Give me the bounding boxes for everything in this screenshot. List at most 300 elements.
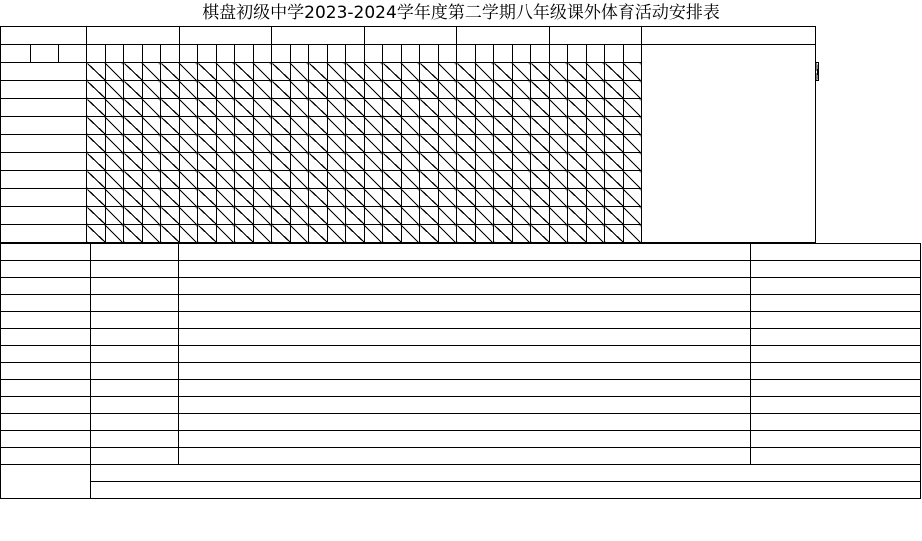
schedule-cell bbox=[235, 63, 254, 81]
schedule-cell bbox=[327, 225, 346, 243]
schedule-cell bbox=[105, 225, 124, 243]
schedule-cell bbox=[253, 207, 272, 225]
schedule-cell bbox=[327, 63, 346, 81]
schedule-cell bbox=[420, 189, 439, 207]
day-number bbox=[105, 45, 124, 63]
day-number bbox=[216, 45, 235, 63]
schedule-cell bbox=[309, 171, 328, 189]
schedule-cell bbox=[457, 189, 476, 207]
schedule-cell bbox=[531, 207, 550, 225]
schedule-cell bbox=[290, 225, 309, 243]
week-group bbox=[272, 27, 365, 45]
schedule-cell bbox=[161, 63, 180, 81]
schedule-cell bbox=[142, 99, 161, 117]
activity-row bbox=[1, 431, 921, 448]
schedule-cell bbox=[179, 99, 198, 117]
activity-task bbox=[179, 397, 751, 414]
activity-row bbox=[1, 380, 921, 397]
activity-location bbox=[91, 295, 179, 312]
schedule-cell bbox=[161, 153, 180, 171]
schedule-cell bbox=[457, 63, 476, 81]
day-number bbox=[253, 45, 272, 63]
activity-task bbox=[179, 346, 751, 363]
schedule-cell bbox=[531, 81, 550, 99]
activity-equipment bbox=[751, 414, 921, 431]
schedule-cell bbox=[605, 99, 624, 117]
schedule-cell bbox=[531, 99, 550, 117]
explanation-row bbox=[1, 482, 921, 499]
schedule-cell bbox=[438, 81, 457, 99]
activity-row bbox=[1, 346, 921, 363]
schedule-cell bbox=[438, 189, 457, 207]
schedule-cell bbox=[438, 117, 457, 135]
schedule-cell bbox=[87, 135, 106, 153]
schedule-cell bbox=[475, 81, 494, 99]
schedule-cell bbox=[216, 81, 235, 99]
day-number bbox=[457, 45, 476, 63]
day-number bbox=[179, 45, 198, 63]
schedule-cell bbox=[309, 225, 328, 243]
schedule-cell bbox=[142, 225, 161, 243]
activity-location bbox=[91, 278, 179, 295]
activity-code bbox=[1, 397, 91, 414]
schedule-cell bbox=[383, 81, 402, 99]
schedule-cell bbox=[512, 99, 531, 117]
schedule-cell bbox=[216, 171, 235, 189]
schedule-cell bbox=[401, 189, 420, 207]
schedule-cell bbox=[161, 171, 180, 189]
day-number bbox=[475, 45, 494, 63]
schedule-cell bbox=[198, 189, 217, 207]
activity-code bbox=[1, 295, 91, 312]
class-name bbox=[1, 171, 87, 189]
activity-code bbox=[1, 414, 91, 431]
schedule-cell bbox=[605, 189, 624, 207]
schedule-cell bbox=[568, 207, 587, 225]
schedule-cell bbox=[549, 81, 568, 99]
week-group bbox=[364, 27, 457, 45]
schedule-cell bbox=[272, 63, 291, 81]
schedule-cell bbox=[401, 81, 420, 99]
schedule-cell bbox=[253, 153, 272, 171]
schedule-cell bbox=[253, 225, 272, 243]
schedule-cell bbox=[179, 189, 198, 207]
schedule-cell bbox=[216, 153, 235, 171]
schedule-cell bbox=[475, 171, 494, 189]
schedule-cell bbox=[179, 225, 198, 243]
schedule-cell bbox=[179, 171, 198, 189]
activity-location bbox=[91, 448, 179, 465]
schedule-cell bbox=[568, 99, 587, 117]
schedule-cell bbox=[457, 99, 476, 117]
activity-task bbox=[179, 380, 751, 397]
schedule-cell bbox=[290, 99, 309, 117]
day-number bbox=[623, 45, 642, 63]
schedule-cell bbox=[309, 135, 328, 153]
activity-row bbox=[1, 295, 921, 312]
schedule-cell bbox=[475, 63, 494, 81]
schedule-cell bbox=[216, 63, 235, 81]
schedule-cell bbox=[568, 135, 587, 153]
schedule-cell bbox=[531, 189, 550, 207]
week-group bbox=[549, 27, 642, 45]
schedule-cell bbox=[346, 171, 365, 189]
day-number bbox=[401, 45, 420, 63]
schedule-cell bbox=[512, 135, 531, 153]
schedule-cell bbox=[623, 63, 642, 81]
activity-content-header bbox=[642, 27, 816, 45]
day-number bbox=[364, 45, 383, 63]
schedule-cell bbox=[438, 153, 457, 171]
schedule-cell bbox=[531, 171, 550, 189]
schedule-cell bbox=[124, 225, 143, 243]
schedule-cell bbox=[253, 63, 272, 81]
schedule-cell bbox=[401, 99, 420, 117]
schedule-cell bbox=[623, 225, 642, 243]
day-number bbox=[290, 45, 309, 63]
schedule-cell bbox=[272, 117, 291, 135]
schedule-table bbox=[0, 26, 819, 243]
schedule-cell bbox=[327, 135, 346, 153]
schedule-cell bbox=[605, 207, 624, 225]
schedule-cell bbox=[549, 99, 568, 117]
schedule-cell bbox=[457, 117, 476, 135]
schedule-cell bbox=[235, 153, 254, 171]
schedule-cell bbox=[346, 81, 365, 99]
activity-equipment bbox=[751, 261, 921, 278]
schedule-cell bbox=[457, 225, 476, 243]
week-group bbox=[87, 27, 180, 45]
activity-location bbox=[91, 363, 179, 380]
activity-equipment bbox=[751, 346, 921, 363]
class-name bbox=[1, 63, 87, 81]
schedule-cell bbox=[494, 99, 513, 117]
schedule-cell bbox=[586, 99, 605, 117]
schedule-cell bbox=[438, 99, 457, 117]
schedule-cell bbox=[161, 135, 180, 153]
schedule-cell bbox=[235, 117, 254, 135]
schedule-cell bbox=[179, 63, 198, 81]
activity-task bbox=[179, 431, 751, 448]
schedule-cell bbox=[216, 225, 235, 243]
activity-equipment bbox=[751, 329, 921, 346]
schedule-cell bbox=[549, 153, 568, 171]
schedule-cell bbox=[253, 117, 272, 135]
schedule-cell bbox=[290, 207, 309, 225]
activity-notes bbox=[642, 45, 816, 243]
day-number bbox=[512, 45, 531, 63]
schedule-cell bbox=[179, 135, 198, 153]
schedule-cell bbox=[179, 153, 198, 171]
schedule-cell bbox=[198, 135, 217, 153]
activity-equipment bbox=[751, 312, 921, 329]
schedule-cell bbox=[142, 81, 161, 99]
activity-location bbox=[91, 312, 179, 329]
schedule-cell bbox=[549, 225, 568, 243]
schedule-cell bbox=[512, 189, 531, 207]
schedule-cell bbox=[420, 225, 439, 243]
schedule-cell bbox=[494, 63, 513, 81]
schedule-cell bbox=[198, 153, 217, 171]
schedule-cell bbox=[512, 225, 531, 243]
schedule-cell bbox=[383, 135, 402, 153]
schedule-cell bbox=[816, 63, 819, 81]
schedule-cell bbox=[161, 117, 180, 135]
schedule-cell bbox=[124, 99, 143, 117]
explanation-line bbox=[91, 465, 921, 482]
schedule-cell bbox=[290, 171, 309, 189]
schedule-cell bbox=[457, 207, 476, 225]
activity-row bbox=[1, 414, 921, 431]
schedule-cell bbox=[272, 81, 291, 99]
day-number bbox=[272, 45, 291, 63]
schedule-cell bbox=[327, 189, 346, 207]
class-name bbox=[1, 81, 87, 99]
schedule-cell bbox=[401, 225, 420, 243]
schedule-cell bbox=[179, 207, 198, 225]
schedule-cell bbox=[531, 135, 550, 153]
schedule-cell bbox=[457, 171, 476, 189]
schedule-cell bbox=[512, 81, 531, 99]
activity-equipment bbox=[751, 448, 921, 465]
schedule-cell bbox=[124, 153, 143, 171]
schedule-cell bbox=[457, 81, 476, 99]
schedule-cell bbox=[438, 171, 457, 189]
schedule-cell bbox=[586, 171, 605, 189]
schedule-cell bbox=[87, 171, 106, 189]
schedule-cell bbox=[87, 81, 106, 99]
week-group bbox=[457, 27, 550, 45]
activity-location bbox=[91, 261, 179, 278]
activity-code bbox=[1, 363, 91, 380]
schedule-cell bbox=[531, 63, 550, 81]
day-number bbox=[198, 45, 217, 63]
schedule-cell bbox=[475, 135, 494, 153]
schedule-cell bbox=[549, 207, 568, 225]
schedule-cell bbox=[494, 153, 513, 171]
schedule-cell bbox=[364, 189, 383, 207]
schedule-cell bbox=[179, 117, 198, 135]
day-number bbox=[309, 45, 328, 63]
schedule-cell bbox=[198, 171, 217, 189]
schedule-cell bbox=[586, 63, 605, 81]
schedule-cell bbox=[475, 99, 494, 117]
schedule-cell bbox=[494, 81, 513, 99]
schedule-cell bbox=[364, 225, 383, 243]
schedule-cell bbox=[198, 99, 217, 117]
schedule-cell bbox=[549, 171, 568, 189]
activity-equipment bbox=[751, 278, 921, 295]
schedule-cell bbox=[605, 81, 624, 99]
activity-task bbox=[179, 414, 751, 431]
schedule-cell bbox=[475, 153, 494, 171]
schedule-cell bbox=[105, 81, 124, 99]
schedule-cell bbox=[383, 225, 402, 243]
schedule-cell bbox=[87, 189, 106, 207]
week-header-row bbox=[1, 27, 819, 45]
schedule-cell bbox=[105, 135, 124, 153]
activity-code bbox=[1, 380, 91, 397]
schedule-cell bbox=[383, 171, 402, 189]
schedule-cell bbox=[346, 99, 365, 117]
day-number bbox=[87, 45, 106, 63]
schedule-cell bbox=[253, 171, 272, 189]
schedule-cell bbox=[105, 99, 124, 117]
schedule-cell bbox=[512, 153, 531, 171]
sub-label bbox=[59, 45, 87, 63]
location-header bbox=[91, 244, 179, 261]
schedule-cell bbox=[290, 63, 309, 81]
schedule-cell bbox=[586, 153, 605, 171]
schedule-cell bbox=[290, 135, 309, 153]
schedule-cell bbox=[161, 225, 180, 243]
schedule-cell bbox=[235, 171, 254, 189]
schedule-cell bbox=[346, 135, 365, 153]
schedule-cell bbox=[605, 117, 624, 135]
schedule-cell bbox=[494, 225, 513, 243]
schedule-cell bbox=[105, 117, 124, 135]
schedule-cell bbox=[216, 99, 235, 117]
schedule-cell bbox=[272, 189, 291, 207]
schedule-cell bbox=[568, 63, 587, 81]
schedule-cell bbox=[87, 207, 106, 225]
schedule-cell bbox=[142, 189, 161, 207]
schedule-cell bbox=[438, 135, 457, 153]
schedule-cell bbox=[124, 117, 143, 135]
schedule-cell bbox=[438, 63, 457, 81]
schedule-cell bbox=[272, 207, 291, 225]
day-number bbox=[494, 45, 513, 63]
schedule-cell bbox=[327, 81, 346, 99]
schedule-cell bbox=[161, 81, 180, 99]
schedule-cell bbox=[290, 117, 309, 135]
schedule-cell bbox=[383, 63, 402, 81]
schedule-cell bbox=[383, 189, 402, 207]
activity-header-row bbox=[1, 244, 921, 261]
schedule-cell bbox=[216, 117, 235, 135]
activity-location bbox=[91, 346, 179, 363]
schedule-cell bbox=[309, 63, 328, 81]
schedule-cell bbox=[253, 135, 272, 153]
week-group bbox=[179, 27, 272, 45]
schedule-cell bbox=[327, 207, 346, 225]
day-number bbox=[346, 45, 365, 63]
schedule-cell bbox=[124, 207, 143, 225]
schedule-cell bbox=[346, 207, 365, 225]
schedule-cell bbox=[568, 153, 587, 171]
schedule-cell bbox=[161, 189, 180, 207]
schedule-cell bbox=[512, 63, 531, 81]
activity-code bbox=[1, 431, 91, 448]
schedule-cell bbox=[531, 117, 550, 135]
schedule-cell bbox=[568, 81, 587, 99]
schedule-cell bbox=[605, 225, 624, 243]
schedule-cell bbox=[87, 99, 106, 117]
schedule-cell bbox=[161, 99, 180, 117]
day-number bbox=[327, 45, 346, 63]
activity-equipment bbox=[751, 431, 921, 448]
class-name bbox=[1, 225, 87, 243]
week-label bbox=[1, 27, 87, 45]
schedule-cell bbox=[605, 63, 624, 81]
schedule-cell bbox=[364, 135, 383, 153]
schedule-cell bbox=[457, 135, 476, 153]
schedule-cell bbox=[457, 153, 476, 171]
schedule-cell bbox=[142, 207, 161, 225]
schedule-cell bbox=[364, 207, 383, 225]
day-number bbox=[124, 45, 143, 63]
schedule-cell bbox=[623, 189, 642, 207]
activity-row bbox=[1, 363, 921, 380]
schedule-cell bbox=[623, 171, 642, 189]
activity-row bbox=[1, 312, 921, 329]
schedule-cell bbox=[105, 153, 124, 171]
schedule-cell bbox=[124, 189, 143, 207]
schedule-cell bbox=[438, 207, 457, 225]
schedule-cell bbox=[198, 81, 217, 99]
schedule-cell bbox=[327, 171, 346, 189]
schedule-cell bbox=[346, 225, 365, 243]
schedule-cell bbox=[494, 117, 513, 135]
schedule-cell bbox=[235, 207, 254, 225]
schedule-cell bbox=[198, 225, 217, 243]
activity-code bbox=[1, 278, 91, 295]
activity-task bbox=[179, 312, 751, 329]
activity-task bbox=[179, 261, 751, 278]
schedule-cell bbox=[327, 99, 346, 117]
schedule-cell bbox=[309, 99, 328, 117]
schedule-cell bbox=[623, 99, 642, 117]
day-number bbox=[605, 45, 624, 63]
schedule-cell bbox=[420, 153, 439, 171]
class-name bbox=[1, 135, 87, 153]
schedule-cell bbox=[475, 117, 494, 135]
day-number bbox=[549, 45, 568, 63]
schedule-cell bbox=[198, 63, 217, 81]
schedule-cell bbox=[494, 171, 513, 189]
schedule-cell bbox=[124, 81, 143, 99]
schedule-cell bbox=[420, 135, 439, 153]
schedule-cell bbox=[549, 189, 568, 207]
schedule-cell bbox=[142, 117, 161, 135]
schedule-cell bbox=[346, 117, 365, 135]
schedule-cell bbox=[272, 171, 291, 189]
day-number bbox=[531, 45, 550, 63]
day-number bbox=[586, 45, 605, 63]
schedule-cell bbox=[142, 135, 161, 153]
schedule-cell bbox=[420, 171, 439, 189]
activity-equipment bbox=[751, 380, 921, 397]
schedule-cell bbox=[383, 153, 402, 171]
schedule-cell bbox=[623, 207, 642, 225]
schedule-cell bbox=[401, 171, 420, 189]
activity-row bbox=[1, 261, 921, 278]
schedule-cell bbox=[364, 81, 383, 99]
schedule-cell bbox=[124, 135, 143, 153]
schedule-cell bbox=[161, 207, 180, 225]
schedule-cell bbox=[586, 81, 605, 99]
explanation-label bbox=[1, 465, 91, 499]
schedule-cell bbox=[105, 207, 124, 225]
schedule-cell bbox=[87, 153, 106, 171]
schedule-cell bbox=[494, 135, 513, 153]
schedule-cell bbox=[623, 117, 642, 135]
schedule-cell bbox=[105, 171, 124, 189]
schedule-cell bbox=[494, 207, 513, 225]
activity-row bbox=[1, 397, 921, 414]
schedule-cell bbox=[309, 189, 328, 207]
schedule-cell bbox=[586, 135, 605, 153]
